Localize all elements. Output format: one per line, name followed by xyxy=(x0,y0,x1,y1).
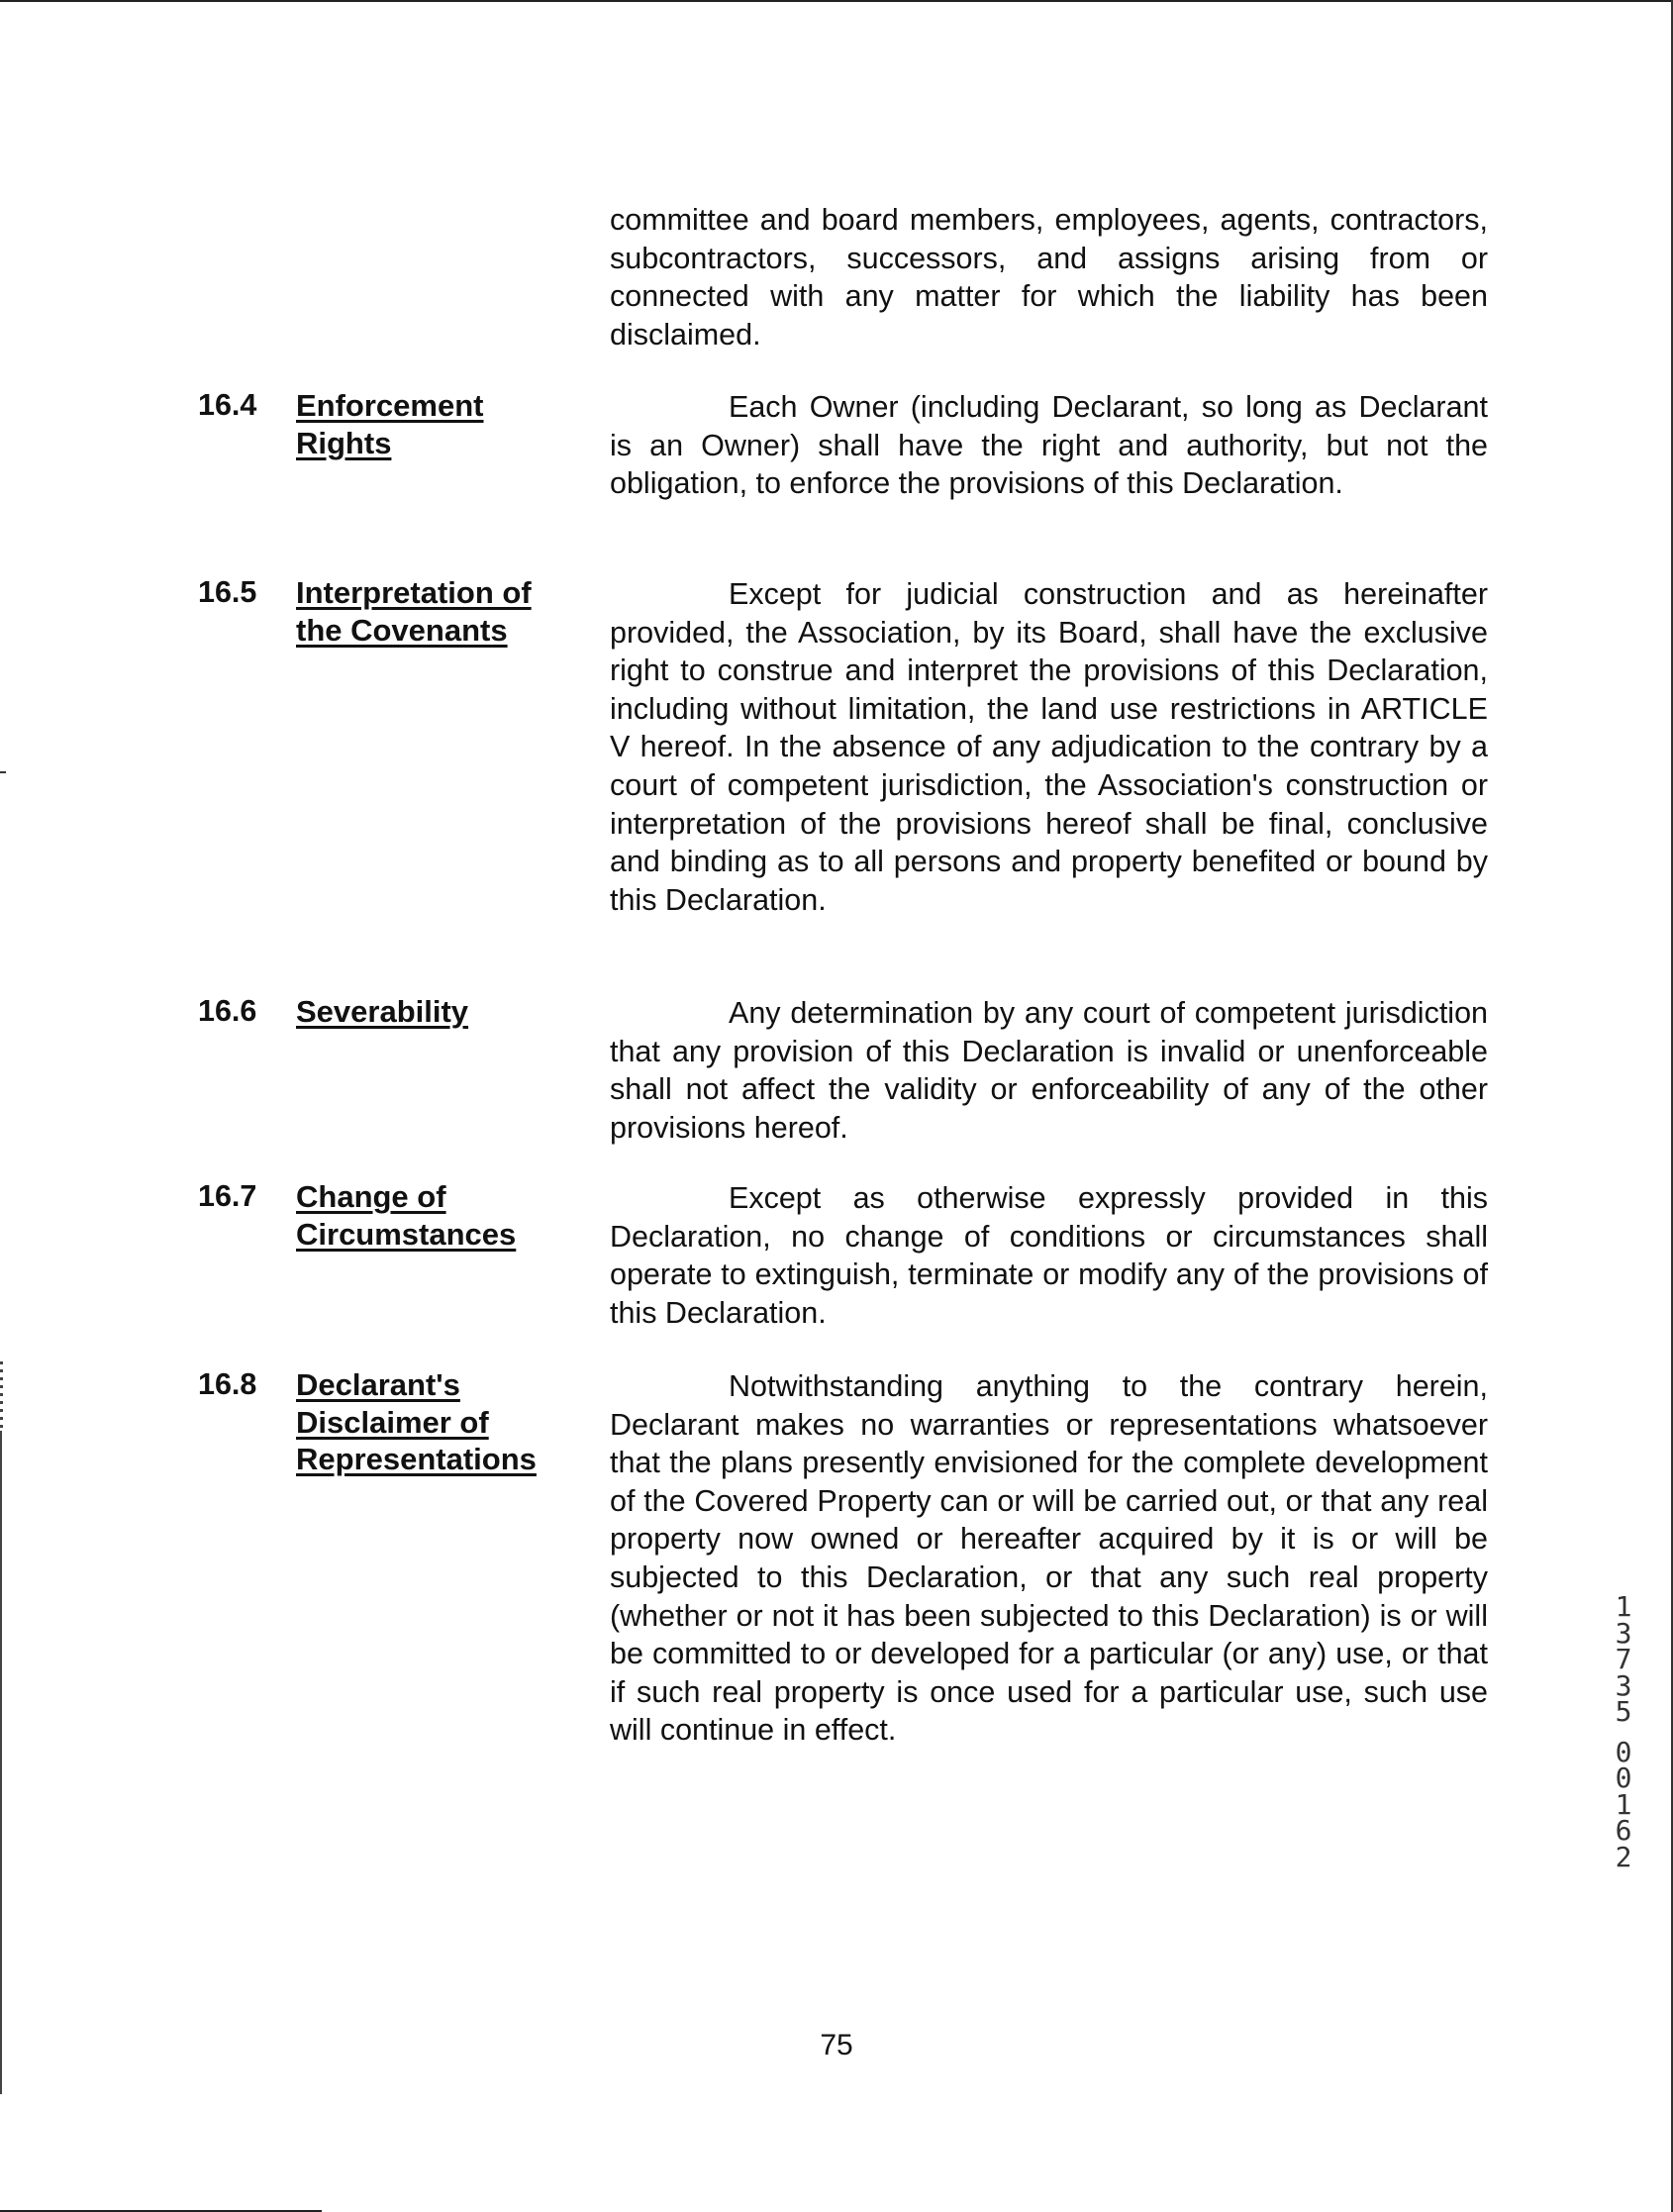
stamp-digit: 5 xyxy=(1615,1695,1632,1728)
section-text: Notwithstanding anything to the contrary herein, Declarant makes no warranties or representations whatsoever that the plans presently envisioned for the complete development of the Covered Property can or will be carried out, or that any real property now owned or hereafter acquired by it is or will be subjected to this Declaration, or that any such real property (whether or not it has been subjected to this Declaration) is or will be committed to or developed for a particular (or any) use, or that if such real property is once used for a particular use, such use will continue in effect. xyxy=(610,1369,1488,1748)
section-text: Except for judicial construction and as hereinafter provided, the Association, by its Board, shall have the exclusive right to construe and interpret the provisions of this Declaration, including without limitation, the land use restrictions in ARTICLE V hereof. In the absence of any adjudication to the contrary by a court of competent jurisdiction, the Association's construction or interpretation of the provisions hereof shall be final, conclusive and binding as to all persons and property benefited or bound by this Declaration. xyxy=(610,577,1488,917)
section-heading-line: Change of xyxy=(296,1179,446,1214)
stamp-digit: 1 xyxy=(1615,1787,1632,1821)
section-heading-line: Circumstances xyxy=(296,1216,517,1252)
top-edge-line xyxy=(0,0,1673,2)
section-text: Except as otherwise expressly provided in this Declaration, no change of conditions or circumstances shall operate to extinguish, terminate or modify any of the provisions of this Declaration. xyxy=(610,1181,1488,1330)
section-heading-line: Enforcement xyxy=(296,388,484,423)
stamp-digit: 0 xyxy=(1615,1761,1632,1794)
recording-stamp xyxy=(1610,1590,1637,1873)
section-text: Each Owner (including Declarant, so long as Declarant is an Owner) shall have the right and authority, but not the obligation, to enforce the provisions of this Declaration. xyxy=(610,390,1488,501)
section-heading-line: Declarant's xyxy=(296,1367,460,1402)
section-heading-line: Representations xyxy=(296,1442,537,1476)
section-heading xyxy=(296,1178,516,1253)
stamp-digit: 3 xyxy=(1615,1668,1632,1702)
section-heading-line: Disclaimer of xyxy=(296,1404,489,1440)
continuation-paragraph: committee and board members, employees, agents, contractors, subcontractors, successors, and assigns arising from or connected with any matter for which the liability has been disclaimed. xyxy=(610,203,1488,352)
stamp-digit: 0 xyxy=(1615,1735,1632,1768)
section-heading-line: Severability xyxy=(296,994,469,1029)
page-number: 75 xyxy=(820,2029,853,2061)
left-edge-line xyxy=(0,1431,2,2094)
section-number: 16.6 xyxy=(198,994,257,1028)
left-edge-mark xyxy=(0,771,6,773)
section-heading xyxy=(296,387,483,461)
stamp-digit: 2 xyxy=(1615,1840,1632,1873)
section-heading xyxy=(296,574,532,649)
section-heading xyxy=(296,993,468,1031)
section-text: Any determination by any court of competent jurisdiction that any provision of this Declaration is invalid or unenforceable shall not affect the validity or enforceability of any of the other provisions hereof. xyxy=(610,996,1488,1145)
section-heading-line: Interpretation of xyxy=(296,575,532,610)
stamp-digit: 1 xyxy=(1615,1590,1632,1623)
stamp-digit: 7 xyxy=(1615,1643,1632,1675)
stamp-digit: 3 xyxy=(1615,1616,1632,1650)
section-number: 16.7 xyxy=(198,1179,257,1213)
section-heading-line: the Covenants xyxy=(296,612,508,648)
left-edge-dashes xyxy=(0,1361,3,1431)
stamp-digit: 6 xyxy=(1615,1814,1632,1847)
section-number: 16.8 xyxy=(198,1367,257,1401)
section-number: 16.5 xyxy=(198,575,257,609)
section-heading xyxy=(296,1366,537,1478)
section-number: 16.4 xyxy=(198,388,257,422)
section-heading-line: Rights xyxy=(296,425,392,460)
